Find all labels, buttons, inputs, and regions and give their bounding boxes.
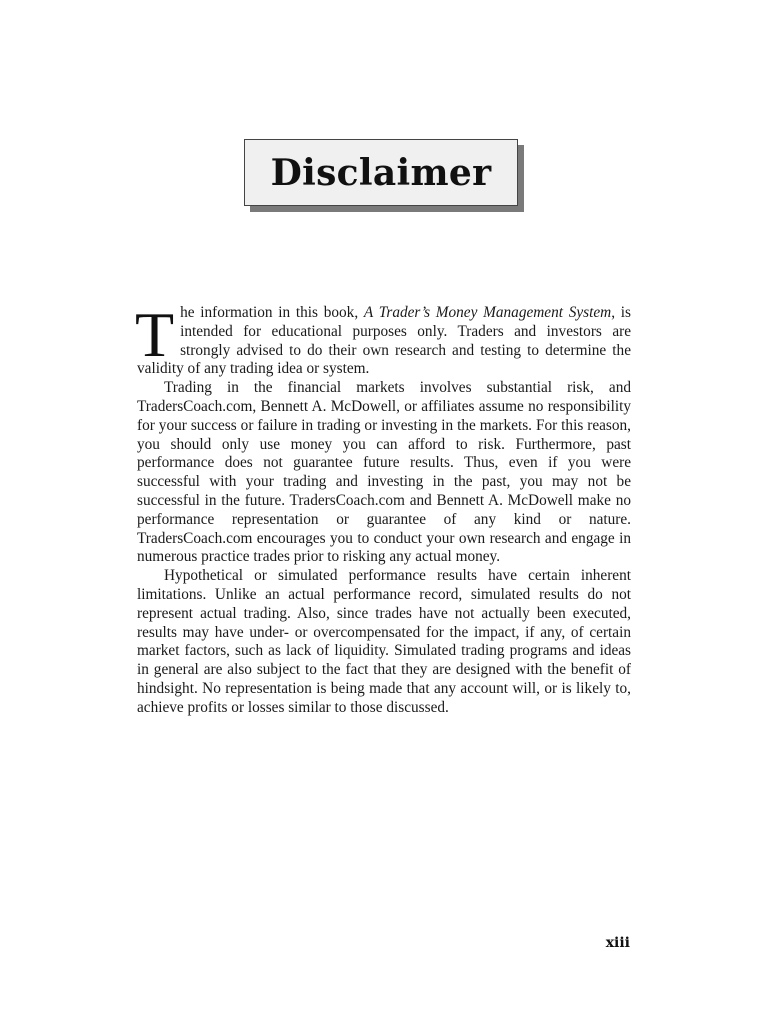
page-number: xiii [605, 935, 630, 951]
paragraph-1-lead: he information in this book, [180, 304, 364, 321]
drop-cap: T [135, 299, 175, 370]
book-title: A Trader’s Money Management System [363, 304, 612, 321]
disclaimer-body [135, 299, 631, 718]
paragraph-1 [135, 299, 631, 379]
paragraph-2: Trading in the financial markets involves substantial risk, and TradersCoach.com, Bennett A. McDowell, or affiliates assume no responsibility for your success or failure in trading or investing in the markets. For this reason, you should only use money you can afford to risk. Furthermore, past performance does not guarantee future results. Thus, even if you were successful with your trading and investing in the past, you may not be successful in the future. TradersCoach.com and Bennett A. McDowell make no performance representation or guarantee of any kind or nature. TradersCoach.com encourages you to conduct your own research and engage in numerous practice trades prior to risking any actual money. [137, 379, 631, 566]
page-title: Disclaimer [270, 151, 492, 194]
paragraph-1-rest: , is intended for educational purposes only. Traders and investors are strongly advised to do their own research and testing to determine the validity of any trading idea or system. [137, 304, 631, 378]
title-box [244, 139, 518, 206]
paragraph-3: Hypothetical or simulated performance results have certain inherent limitations. Unlike an actual performance record, simulated results do not represent actual trading. Also, since trades have not actually been executed, results may have under- or overcompensated for the impact, if any, of certain market factors, such as lack of liquidity. Simulated trading programs and ideas in general are also subject to the fact that they are designed with the benefit of hindsight. No representation is being made that any account will, or is likely to, achieve profits or losses similar to those discussed. [137, 567, 631, 716]
